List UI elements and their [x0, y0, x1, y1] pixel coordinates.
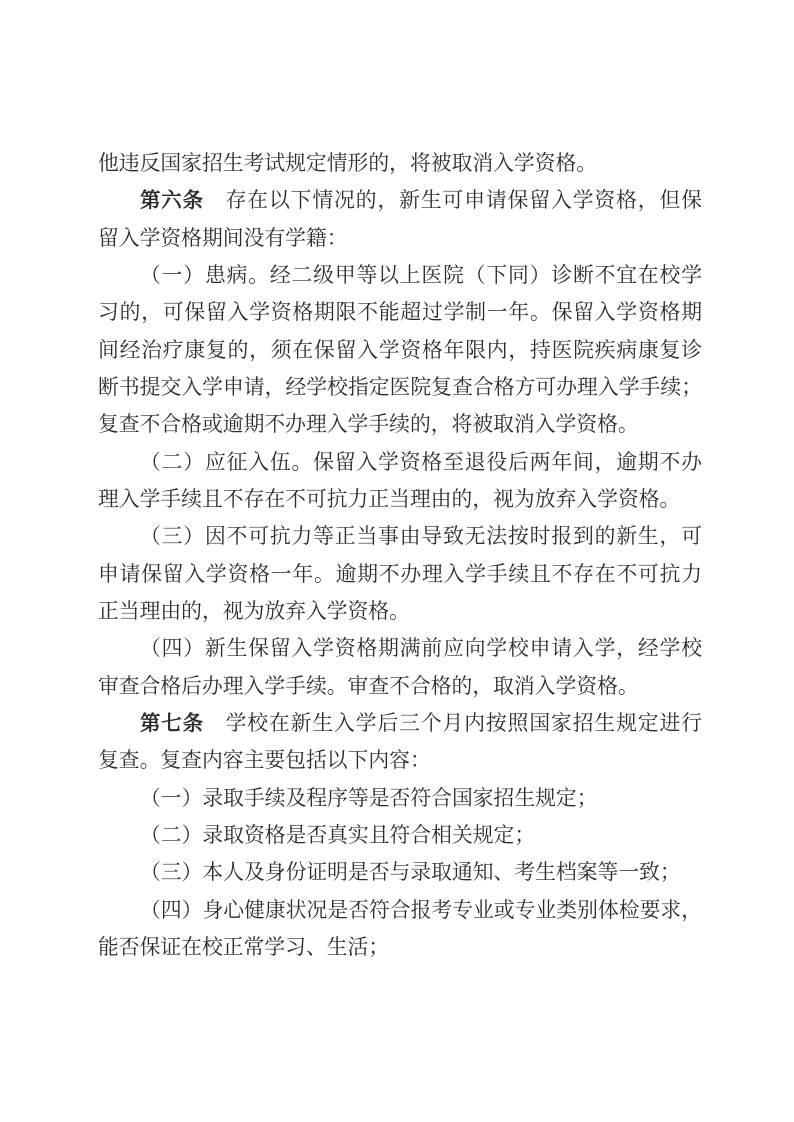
line-text: 能否保证在校正常学习、生活；	[98, 935, 390, 959]
line-text: （三）因不可抗力等正当事由导致无法按时报到的新生，可	[140, 525, 702, 549]
line-text: （二）应征入伍。保留入学资格至退役后两年间，逾期不办	[140, 450, 702, 474]
line-text: 间经治疗康复的，须在保留入学资格年限内，持医院疾病康复诊	[98, 338, 702, 362]
document-body	[98, 145, 702, 966]
line-text: （二）录取资格是否真实且符合相关规定；	[140, 823, 536, 847]
line-text: 复查不合格或逾期不办理入学手续的，将被取消入学资格。	[98, 413, 639, 437]
line-text: 正当理由的，视为放弃入学资格。	[98, 599, 410, 623]
line-text: （四）身心健康状况是否符合报考专业或专业类别体检要求，	[140, 898, 702, 922]
text-line	[98, 630, 702, 667]
text-line	[98, 369, 702, 406]
text-line	[98, 294, 702, 331]
text-line	[98, 854, 702, 891]
text-line	[98, 668, 702, 705]
text-line	[98, 257, 702, 294]
text-line	[98, 929, 702, 966]
line-text: （三）本人及身份证明是否与录取通知、考生档案等一致；	[140, 861, 681, 885]
text-line	[98, 518, 702, 555]
text-line	[98, 780, 702, 817]
line-text: 理入学手续且不存在不可抗力正当理由的，视为放弃入学资格。	[98, 487, 681, 511]
line-text: （一）录取手续及程序等是否符合国家招生规定；	[140, 786, 598, 810]
line-text: 审查合格后办理入学手续。审查不合格的，取消入学资格。	[98, 674, 639, 698]
text-line	[98, 481, 702, 518]
line-text: 习的，可保留入学资格期限不能超过学制一年。保留入学资格期	[98, 301, 702, 325]
line-text: 存在以下情况的，新生可申请保留入学资格，但保	[203, 189, 702, 213]
text-line	[98, 892, 702, 929]
line-text: 学校在新生入学后三个月内按照国家招生规定进行	[203, 711, 702, 735]
line-text: 断书提交入学申请，经学校指定医院复查合格方可办理入学手续；	[98, 375, 702, 399]
text-line	[98, 406, 702, 443]
text-line	[98, 220, 702, 257]
line-text: 留入学资格期间没有学籍：	[98, 226, 348, 250]
line-text: 复查。复查内容主要包括以下内容：	[98, 749, 431, 773]
text-line	[98, 332, 702, 369]
text-line	[98, 182, 702, 219]
line-text: （四）新生保留入学资格期满前应向学校申请入学，经学校	[140, 637, 702, 661]
text-line	[98, 742, 702, 779]
text-line	[98, 705, 702, 742]
text-line	[98, 556, 702, 593]
text-line	[98, 444, 702, 481]
text-line	[98, 817, 702, 854]
text-line	[98, 593, 702, 630]
line-text: 他违反国家招生考试规定情形的，将被取消入学资格。	[98, 152, 598, 175]
article-number: 第七条	[140, 712, 204, 735]
article-number: 第六条	[140, 190, 204, 213]
line-text: 申请保留入学资格一年。逾期不办理入学手续且不存在不可抗力	[98, 562, 702, 586]
text-line	[98, 145, 702, 182]
line-text: （一）患病。经二级甲等以上医院（下同）诊断不宜在校学	[140, 263, 702, 287]
